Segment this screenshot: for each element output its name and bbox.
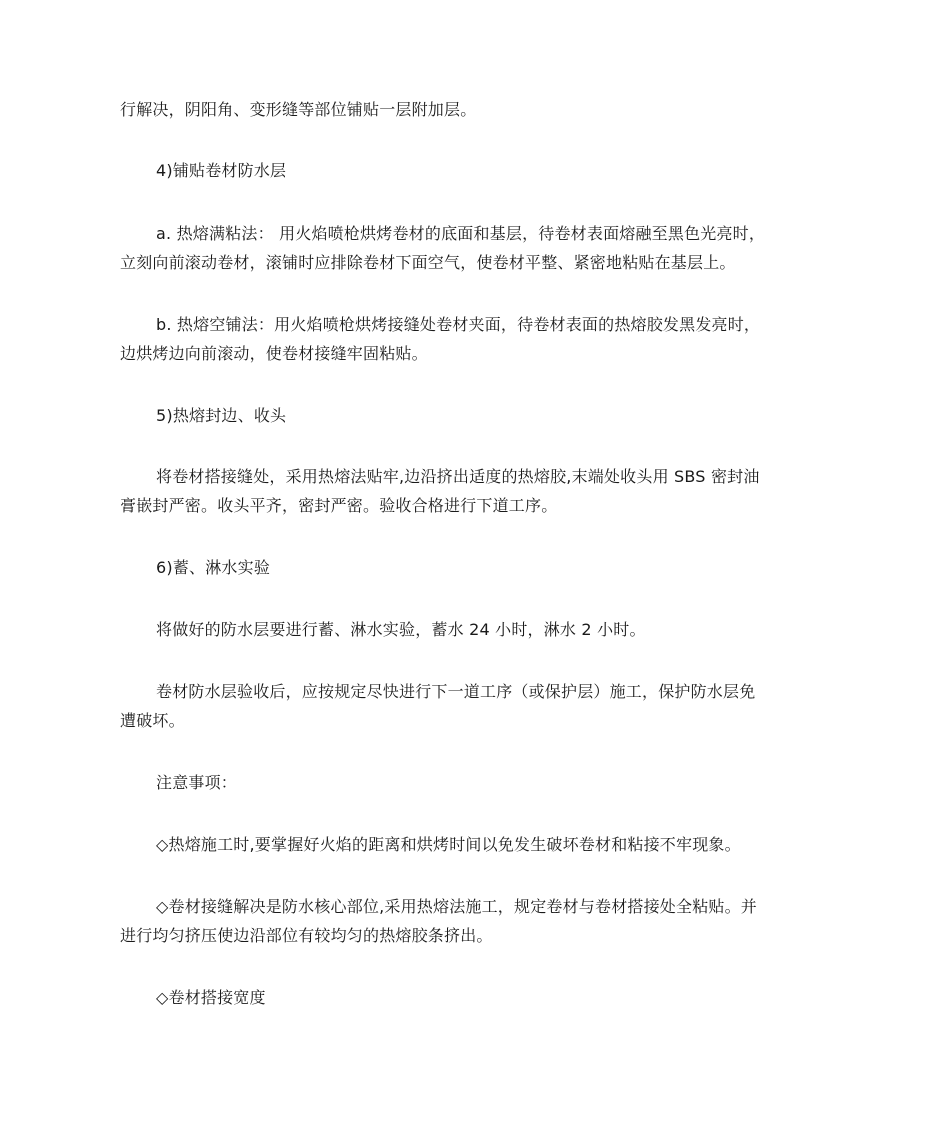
list-item: ◇热熔施工时,要掌握好火焰的距离和烘烤时间以免发生破坏卷材和粘接不牢现象。 (156, 835, 741, 854)
paragraph-line: 遭破坏。 (120, 711, 185, 730)
paragraph-line: 膏嵌封严密。收头平齐，密封严密。验收合格进行下道工序。 (120, 496, 558, 515)
paragraph-line: 将做好的防水层要进行蓄、淋水实验，蓄水 24 小时，淋水 2 小时。 (156, 620, 646, 639)
list-item: ◇卷材搭接宽度 (156, 988, 266, 1007)
section-heading: 5)热熔封边、收头 (156, 406, 287, 425)
section-heading: 6)蓄、淋水实验 (156, 558, 271, 577)
paragraph-line: 将卷材搭接缝处，采用热熔法贴牢,边沿挤出适度的热熔胶,末端处收头用 SBS 密封油 (156, 467, 760, 486)
section-heading: 4)铺贴卷材防水层 (156, 161, 287, 180)
paragraph-line: 卷材防水层验收后，应按规定尽快进行下一道工序（或保护层）施工，保护防水层免 (156, 682, 756, 701)
paragraph-line: 边烘烤边向前滚动，使卷材接缝牢固粘贴。 (120, 344, 428, 363)
paragraph-line: 立刻向前滚动卷材，滚铺时应排除卷材下面空气，使卷材平整、紧密地粘贴在基层上。 (120, 253, 736, 272)
paragraph-line: b. 热熔空铺法：用火焰喷枪烘烤接缝处卷材夹面，待卷材表面的热熔胶发黑发亮时， (156, 315, 761, 334)
paragraph-line: 行解决，阴阳角、变形缝等部位铺贴一层附加层。 (120, 100, 477, 119)
paragraph-line: a. 热熔满粘法： 用火焰喷枪烘烤卷材的底面和基层，待卷材表面熔融至黑色光亮时， (156, 224, 766, 243)
paragraph-line: 进行均匀挤压使边沿部位有较均匀的热熔胶条挤出。 (120, 926, 493, 945)
list-item: ◇卷材接缝解决是防水核心部位,采用热熔法施工，规定卷材与卷材搭接处全粘贴。并 (156, 897, 757, 916)
section-heading: 注意事项： (156, 773, 238, 792)
